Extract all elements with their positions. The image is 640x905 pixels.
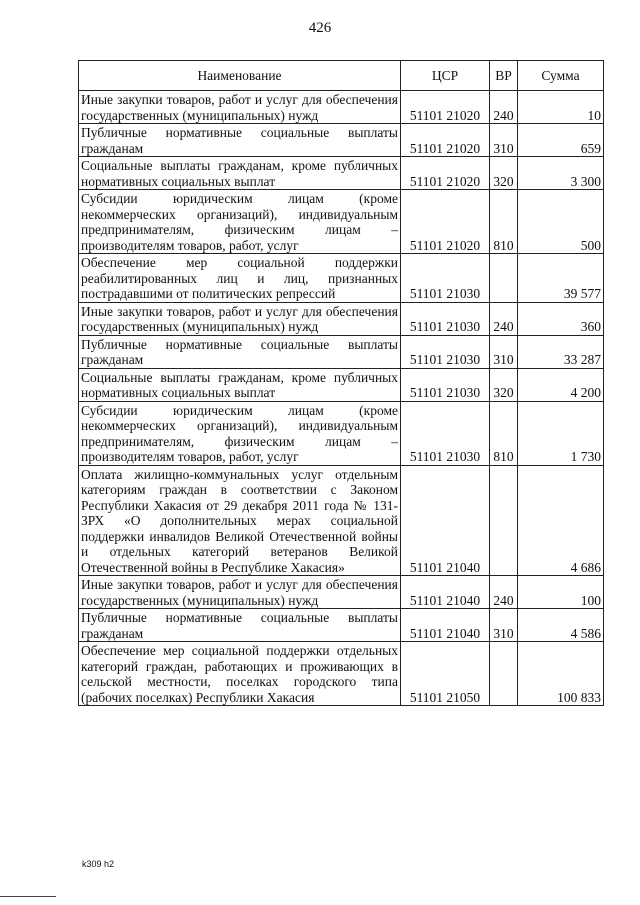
- table-row: [79, 157, 604, 190]
- cell-csr: 51101 21040: [401, 576, 490, 609]
- header-vr: ВР: [490, 61, 518, 91]
- cell-name: Оплата жилищно-коммунальных услуг отдельным категориям граждан в соответствии с Законом Республики Хакасия от 29 декабря 2011 года № 131-ЗРХ «О дополнительных мерах социальной поддержки инвалидов Великой Отечественной войны и отдельных категорий ветеранов Великой Отечественной войны в Республике Хакасия»: [79, 465, 401, 576]
- cell-sum: 1 730: [518, 401, 604, 465]
- cell-name: Социальные выплаты гражданам, кроме публичных нормативных социальных выплат: [79, 368, 401, 401]
- cell-name: Иные закупки товаров, работ и услуг для обеспечения государственных (муниципальных) нужд: [79, 91, 401, 124]
- table-row: [79, 254, 604, 303]
- cell-csr: 51101 21040: [401, 465, 490, 576]
- cell-csr: 51101 21020: [401, 124, 490, 157]
- table-row: [79, 302, 604, 335]
- cell-vr: [490, 254, 518, 303]
- cell-vr: 320: [490, 368, 518, 401]
- cell-sum: 360: [518, 302, 604, 335]
- cell-vr: 810: [490, 401, 518, 465]
- cell-name: Публичные нормативные социальные выплаты гражданам: [79, 609, 401, 642]
- cell-csr: 51101 21030: [401, 302, 490, 335]
- budget-table: [78, 60, 604, 706]
- cell-vr: 310: [490, 124, 518, 157]
- cell-sum: 33 287: [518, 335, 604, 368]
- cell-sum: 4 586: [518, 609, 604, 642]
- header-name: Наименование: [79, 61, 401, 91]
- cell-csr: 51101 21030: [401, 254, 490, 303]
- cell-name: Субсидии юридическим лицам (кроме некоммерческих организаций), индивидуальным предпринимателям, физическим лицам – производителям товаров, работ, услуг: [79, 401, 401, 465]
- cell-sum: 4 200: [518, 368, 604, 401]
- table-row: [79, 465, 604, 576]
- table-row: [79, 335, 604, 368]
- cell-sum: 659: [518, 124, 604, 157]
- cell-name: Социальные выплаты гражданам, кроме публичных нормативных социальных выплат: [79, 157, 401, 190]
- cell-sum: 10: [518, 91, 604, 124]
- cell-csr: 51101 21030: [401, 368, 490, 401]
- cell-csr: 51101 21050: [401, 642, 490, 706]
- cell-name: Публичные нормативные социальные выплаты гражданам: [79, 124, 401, 157]
- cell-name: Обеспечение мер социальной поддержки отдельных категорий граждан, работающих и проживающих в сельской местности, поселках городского типа (рабочих поселках) Республики Хакасия: [79, 642, 401, 706]
- footer-code: k309 h2: [82, 859, 115, 869]
- footer-divider: [0, 896, 56, 897]
- cell-csr: 51101 21020: [401, 157, 490, 190]
- cell-csr: 51101 21030: [401, 335, 490, 368]
- cell-vr: [490, 642, 518, 706]
- table-body: [79, 91, 604, 706]
- cell-vr: 240: [490, 576, 518, 609]
- cell-sum: 500: [518, 190, 604, 254]
- cell-vr: 320: [490, 157, 518, 190]
- cell-name: Иные закупки товаров, работ и услуг для обеспечения государственных (муниципальных) нужд: [79, 302, 401, 335]
- cell-name: Субсидии юридическим лицам (кроме некоммерческих организаций), индивидуальным предпринимателям, физическим лицам – производителям товаров, работ, услуг: [79, 190, 401, 254]
- cell-csr: 51101 21020: [401, 91, 490, 124]
- header-sum: Сумма: [518, 61, 604, 91]
- table-row: [79, 401, 604, 465]
- page-number: 426: [308, 20, 332, 36]
- cell-vr: [490, 465, 518, 576]
- cell-vr: 240: [490, 91, 518, 124]
- table-row: [79, 609, 604, 642]
- cell-sum: 100: [518, 576, 604, 609]
- cell-vr: 310: [490, 609, 518, 642]
- cell-csr: 51101 21040: [401, 609, 490, 642]
- cell-vr: 310: [490, 335, 518, 368]
- table-row: [79, 124, 604, 157]
- table-row: [79, 190, 604, 254]
- cell-csr: 51101 21020: [401, 190, 490, 254]
- table-row: [79, 91, 604, 124]
- table-row: [79, 368, 604, 401]
- cell-sum: 3 300: [518, 157, 604, 190]
- cell-vr: 240: [490, 302, 518, 335]
- cell-name: Обеспечение мер социальной поддержки реабилитированных лиц и лиц, признанных пострадавшими от политических репрессий: [79, 254, 401, 303]
- cell-name: Публичные нормативные социальные выплаты гражданам: [79, 335, 401, 368]
- cell-csr: 51101 21030: [401, 401, 490, 465]
- header-csr: ЦСР: [401, 61, 490, 91]
- cell-name: Иные закупки товаров, работ и услуг для обеспечения государственных (муниципальных) нужд: [79, 576, 401, 609]
- cell-sum: 100 833: [518, 642, 604, 706]
- cell-vr: 810: [490, 190, 518, 254]
- table-header-row: [79, 61, 604, 91]
- table-row: [79, 576, 604, 609]
- table-row: [79, 642, 604, 706]
- cell-sum: 4 686: [518, 465, 604, 576]
- cell-sum: 39 577: [518, 254, 604, 303]
